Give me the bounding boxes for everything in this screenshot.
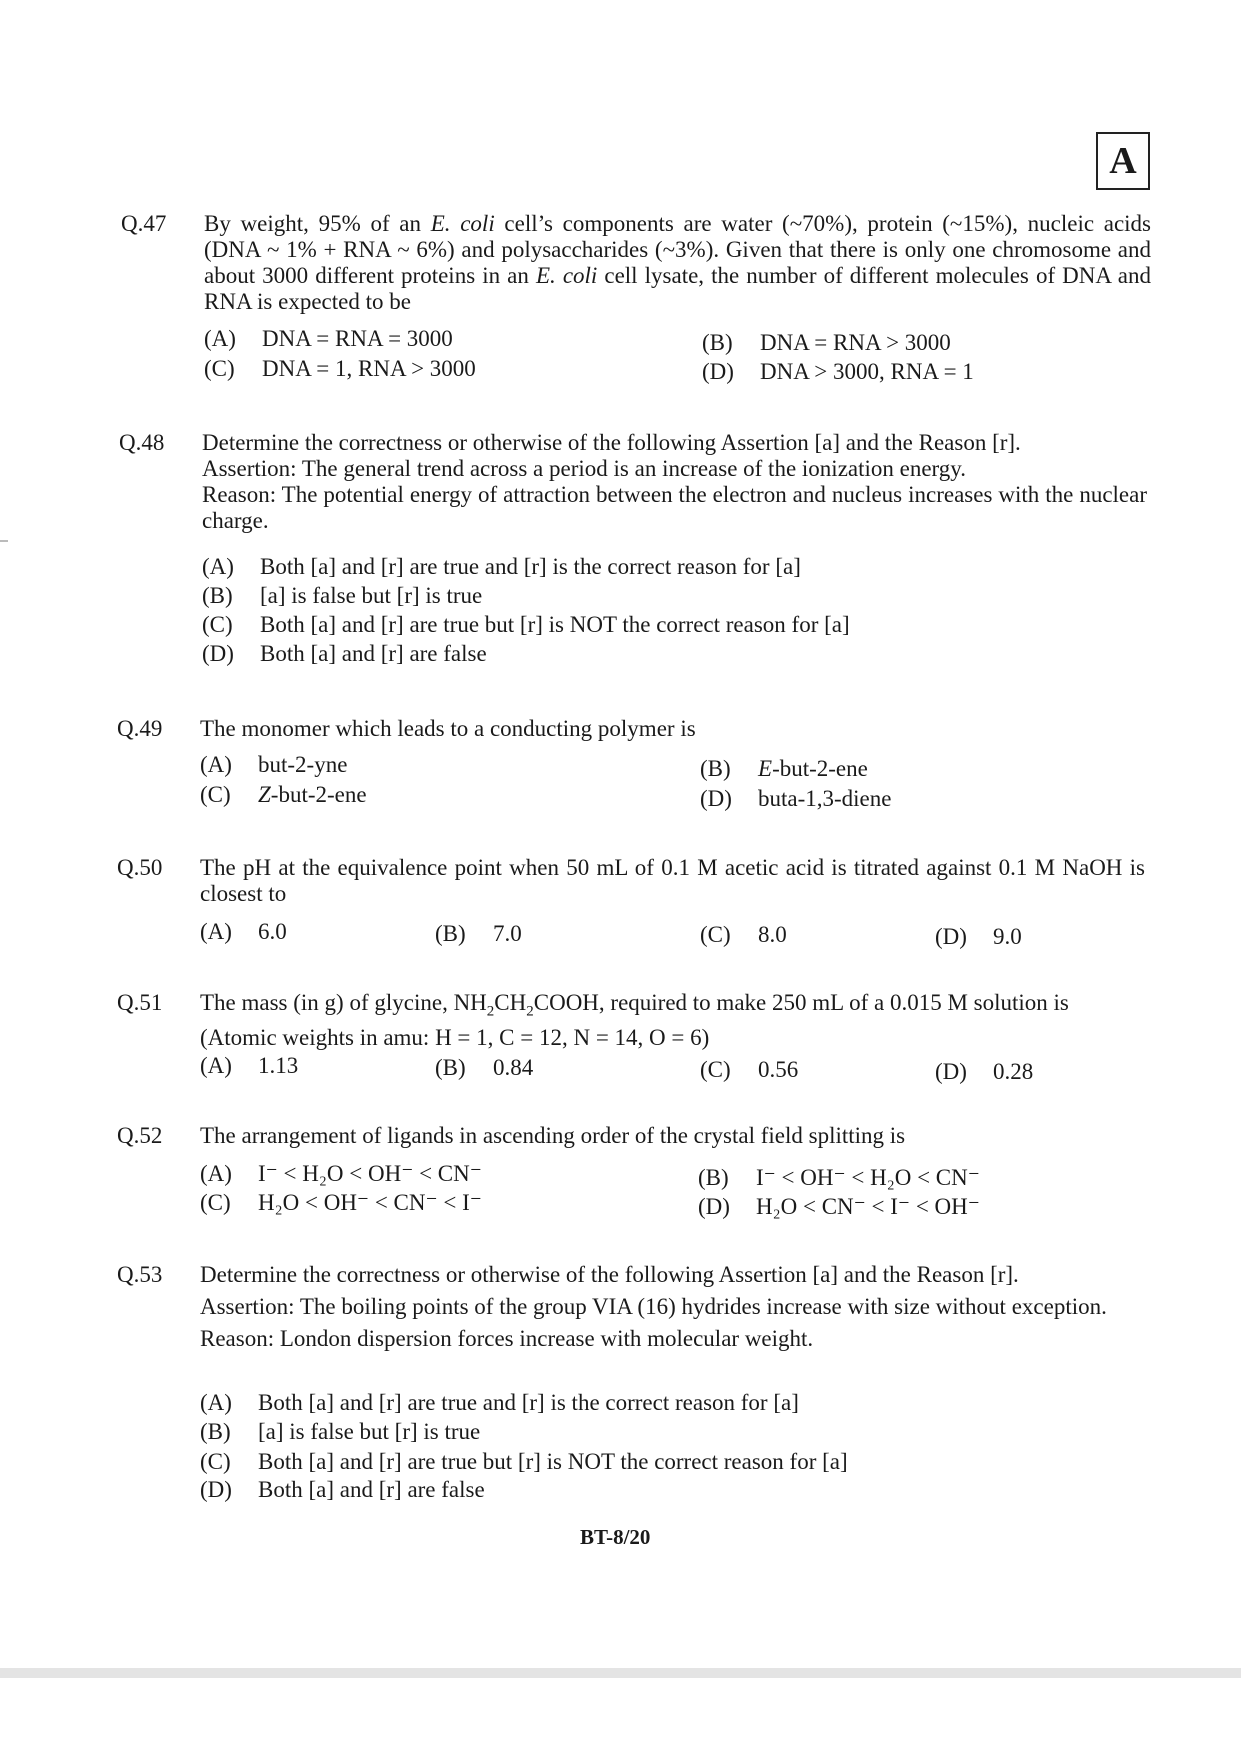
question-number: Q.50 <box>117 855 163 880</box>
option-c[interactable]: (C) Z-but-2-ene <box>200 782 367 807</box>
question-number: Q.48 <box>119 430 165 455</box>
option-d[interactable]: (D) 0.28 <box>935 1059 1034 1084</box>
question-48 <box>119 430 1149 680</box>
question-number: Q.53 <box>117 1262 163 1287</box>
option-a[interactable]: (A) Both [a] and [r] are true and [r] is the correct reason for [a] <box>200 1390 799 1415</box>
question-stem: By weight, 95% of an E. coli cell’s components are water (~70%), protein (~15%), nucleic acids (DNA ~ 1% + RNA ~ 6%) and polysaccharides (~3%). Given that there is only one chromosome and about 3000 different proteins in an E. coli cell lysate, the number of different molecules of DNA and RNA is expected to be <box>204 211 1152 314</box>
option-a[interactable]: (A) but-2-yne <box>200 752 348 777</box>
question-set-code: A <box>1096 132 1150 190</box>
option-c[interactable]: (C) DNA = 1, RNA > 3000 <box>204 356 476 381</box>
question-number: Q.52 <box>117 1123 163 1148</box>
question-stem: The pH at the equivalence point when 50 mL of 0.1 M acetic acid is titrated against 0.1 M NaOH is closest to <box>200 855 1145 906</box>
question-stem: Determine the correctness or otherwise of the following Assertion [a] and the Reason [r]. Assertion: The general trend across a period is an increase of the ionization energy. Reason: The potential energy of attraction between the electron and nucleus increases with the nuclear charge. <box>202 430 1147 533</box>
option-d[interactable]: (D) Both [a] and [r] are false <box>200 1477 485 1502</box>
option-c[interactable]: (C) Both [a] and [r] are true but [r] is NOT the correct reason for [a] <box>202 612 850 637</box>
scan-edge-band <box>0 1668 1241 1678</box>
question-52 <box>117 1123 1147 1223</box>
option-d[interactable]: (D) buta-1,3-diene <box>700 786 892 811</box>
assertion: Assertion: The boiling points of the group VIA (16) hydrides increase with size without exception. <box>200 1294 1107 1319</box>
question-number: Q.47 <box>121 211 167 236</box>
option-c[interactable]: (C) 0.56 <box>700 1057 799 1082</box>
scan-mark <box>0 540 8 542</box>
option-d[interactable]: (D) DNA > 3000, RNA = 1 <box>702 359 974 384</box>
question-number: Q.51 <box>117 990 163 1015</box>
option-d[interactable]: (D) H₂O < CN⁻ < I⁻ < OH⁻ <box>698 1194 980 1219</box>
question-stem: The mass (in g) of glycine, $NH_2CH_2COOH$, required to make 250 mL of a 0.015 M solution is (Atomic weights in amu: H = 1, C = 12, N = 14, O = 6) <box>200 990 1069 1050</box>
option-a[interactable]: (A) Both [a] and [r] are true and [r] is the correct reason for [a] <box>202 554 801 579</box>
question-47 <box>121 211 1151 391</box>
question-stem: Determine the correctness or otherwise of the following Assertion [a] and the Reason [r]. Assertion: The boiling points of the group VIA (16) hydrides increase with size without exception. Reason: London dispersion forces increase with molecular weight. <box>200 1262 1145 1352</box>
page-footer: BT-8/20 <box>580 1525 651 1549</box>
question-49 <box>117 716 1147 816</box>
option-a[interactable]: (A) I⁻ < H₂O < OH⁻ < CN⁻ <box>200 1161 482 1186</box>
option-d[interactable]: (D) 9.0 <box>935 924 1022 949</box>
option-c[interactable]: (C) Both [a] and [r] are true but [r] is NOT the correct reason for [a] <box>200 1449 848 1474</box>
question-51 <box>117 990 1147 1090</box>
question-stem: The arrangement of ligands in ascending order of the crystal field splitting is <box>200 1123 906 1148</box>
reason: Reason: The potential energy of attraction between the electron and nucleus increases with the nuclear charge. <box>202 482 1147 533</box>
option-b[interactable]: (B) [a] is false but [r] is true <box>200 1419 481 1444</box>
option-d[interactable]: (D) Both [a] and [r] are false <box>202 641 487 666</box>
option-a[interactable]: (A) 6.0 <box>200 919 287 944</box>
option-b[interactable]: (B) 7.0 <box>435 921 522 946</box>
question-number: Q.49 <box>117 716 163 741</box>
option-b[interactable]: (B) [a] is false but [r] is true <box>202 583 483 608</box>
question-stem: The monomer which leads to a conducting polymer is <box>200 716 696 741</box>
option-c[interactable]: (C) H₂O < OH⁻ < CN⁻ < I⁻ <box>200 1190 482 1215</box>
option-a[interactable]: (A) 1.13 <box>200 1053 299 1078</box>
assertion: Assertion: The general trend across a period is an increase of the ionization energy. <box>202 456 967 481</box>
question-50 <box>117 855 1147 955</box>
option-b[interactable]: (B) E-but-2-ene <box>700 756 868 781</box>
reason: Reason: London dispersion forces increase with molecular weight. <box>200 1326 814 1351</box>
option-c[interactable]: (C) 8.0 <box>700 922 787 947</box>
question-53 <box>117 1262 1147 1522</box>
option-b[interactable]: (B) DNA = RNA > 3000 <box>702 330 951 355</box>
option-a[interactable]: (A) DNA = RNA = 3000 <box>204 326 453 351</box>
option-b[interactable]: (B) 0.84 <box>435 1055 534 1080</box>
option-b[interactable]: (B) I⁻ < OH⁻ < H₂O < CN⁻ <box>698 1165 980 1190</box>
